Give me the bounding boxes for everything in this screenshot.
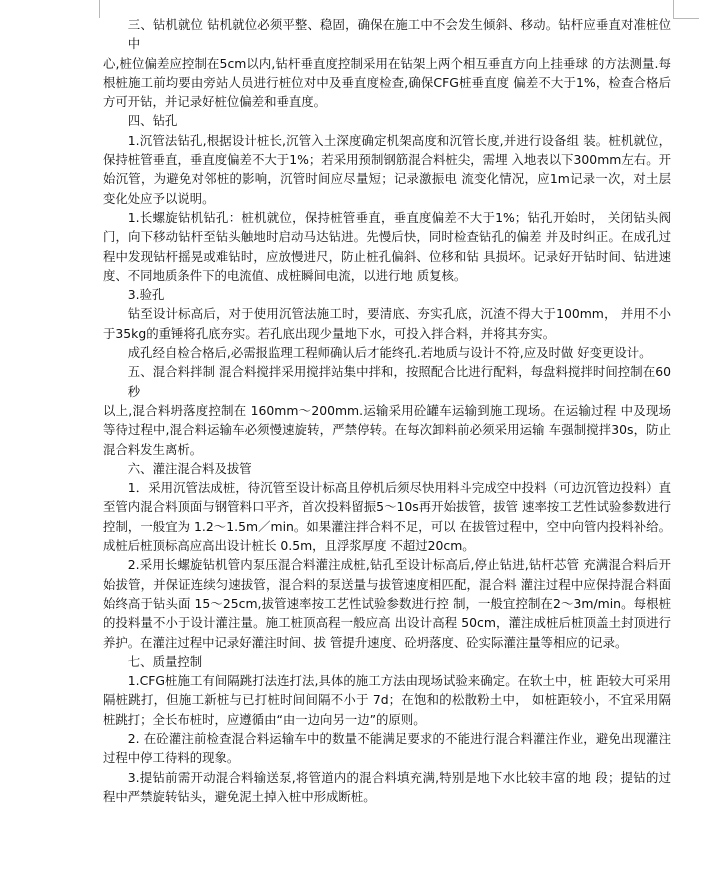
section-7-heading: 七、质量控制 [127, 653, 203, 669]
paragraph: 2. 在砼灌注前检查混合料运输车中的数量不能满足要求的不能进行混合料灌注作业，避免出现灌注过程中停工待料的现象。 [103, 730, 671, 766]
section-3-heading-paragraph: 三、钻机就位 钻机就位必须平整、稳固，确保在施工中不会发生倾斜、移动。钻杆应垂直对准桩位中 [127, 17, 671, 52]
paragraph: 以上,混合料坍落度控制在 160mm～200mm.运输采用砼罐车运输到施工现场。在运输过程 中及现场等待过程中,混合料运输车必须慢速旋转，严禁停转。在每次卸料前必须采用运输 车强制搅拌30s，防止混合料发生离析。 [103, 402, 671, 457]
crop-mark-top-right-vertical [673, 0, 674, 18]
document-body [103, 15, 671, 806]
paragraph: 1.长螺旋钻机钻孔：桩机就位，保持桩管垂直，垂直度偏差不大于1%；钻孔开始时， 关闭钻头阀门，向下移动钻杆至钻头触地时启动马达钻进。先慢后快，同时检查钻孔的偏差 并及时纠正。在成孔过程中发现钻杆摇晃或难钻时，应放慢进尺，防止桩孔偏斜、位移和钻 具损坏。记录好开钻时间、钻进速度、不同地质条件下的电流值、成桩瞬间电流，以进行地 质复核。 [103, 209, 671, 283]
paragraph: 1.CFG桩施工有间隔跳打法连打法,具体的施工方法由现场试验来确定。在软土中，桩 距较大可采用隔桩跳打，但施工新桩与已打桩时间间隔不小于 7d；在饱和的松散粉土中， 如桩距较小，不宜采用隔桩跳打；全长布桩时，应遵循由“由一边向另一边”的原则。 [103, 673, 671, 727]
crop-mark-top-left [99, 0, 100, 18]
crop-mark-top-right-horizontal [673, 18, 699, 19]
paragraph: 钻至设计标高后，对于使用沉管法施工时，要清底、夯实孔底，沉渣不得大于100mm， 并用不小于35kg的重锤将孔底夯实。若孔底出现少量地下水，可投入拌合料，并将其夯实。 [103, 306, 671, 341]
section-5-heading-paragraph: 五、混合料拌制 混合料搅拌采用搅拌站集中拌和，按照配合比进行配料，每盘料搅拌时间控制在60秒 [127, 364, 671, 399]
paragraph: 2.采用长螺旋钻机管内泵压混合料灌注成桩,钻孔至设计标高后,停止钻进,钻杆芯管 充满混合料后开始拔管，并保证连续匀速拔管，混合料的泵送量与拔管速度相匹配，混合料 灌注过程中应保持混合料面始终高于钻头面 15～25cm,拔管速率按工艺性试验参数进行控 制，一般宜控制在2～3m/min。每根桩的投料量不小于设计灌注量。施工桩顶高程一般应高 出设计高程 50cm，灌注成桩后桩顶盖土封顶进行养护。在灌注过程中记录好灌注时间、拔 管提升速度、砼坍落度、砼实际灌注量等相应的记录。 [103, 557, 671, 650]
paragraph: 1．采用沉管法成桩，待沉管至设计标高且停机后须尽快用料斗完成空中投料（可边沉管边投料）直至管内混合料顶面与钢管料口平齐，首次投料留振5～10s再开始拔管，拔管 速率按工艺性试验参数进行控制，一般宜为 1.2～1.5m／min。如果灌注拌合料不足，可以 在拔管过程中，空中向管内投料补给。成桩后桩顶标高应高出设计桩长 0.5m，且浮浆厚度 不超过20cm。 [103, 480, 671, 554]
subheading-verify-hole: 3.验孔 [127, 287, 165, 303]
paragraph: 成孔经自检合格后,必需报监理工程师确认后才能终孔.若地质与设计不符,应及时做 好变更设计。 [127, 345, 652, 361]
section-4-heading: 四、钻孔 [127, 113, 178, 129]
paragraph: 3.提钻前需开动混合料输送泵,将管道内的混合料填充满,特别是地下水比较丰富的地 段；提钻的过程中严禁旋转钻头，避免泥土掉入桩中形成断桩。 [103, 769, 671, 804]
paragraph: 1.沉管法钻孔,根据设计桩长,沉管入土深度确定机架高度和沉管长度,并进行设备组 装。桩机就位，保持桩管垂直，垂直度偏差不大于1%；若采用预制钢筋混合料桩尖，需埋 入地表以下300mm左右。开始沉管，为避免对邻桩的影响，沉管时间应尽量短；记录激振电 流变化情况，应1m记录一次，对土层变化处应予以说明。 [103, 132, 671, 206]
paragraph: 心,桩位偏差应控制在5cm以内,钻杆垂直度控制采用在钻架上两个相互垂直方向上挂垂球 的方法测量.每根桩施工前均要由旁站人员进行桩位对中及垂直度检查,确保CFG桩垂直度 偏差不大于1%，检查合格后方可开钻，并记录好桩位偏差和垂直度。 [103, 55, 671, 110]
section-6-heading: 六、灌注混合料及拔管 [127, 460, 252, 476]
